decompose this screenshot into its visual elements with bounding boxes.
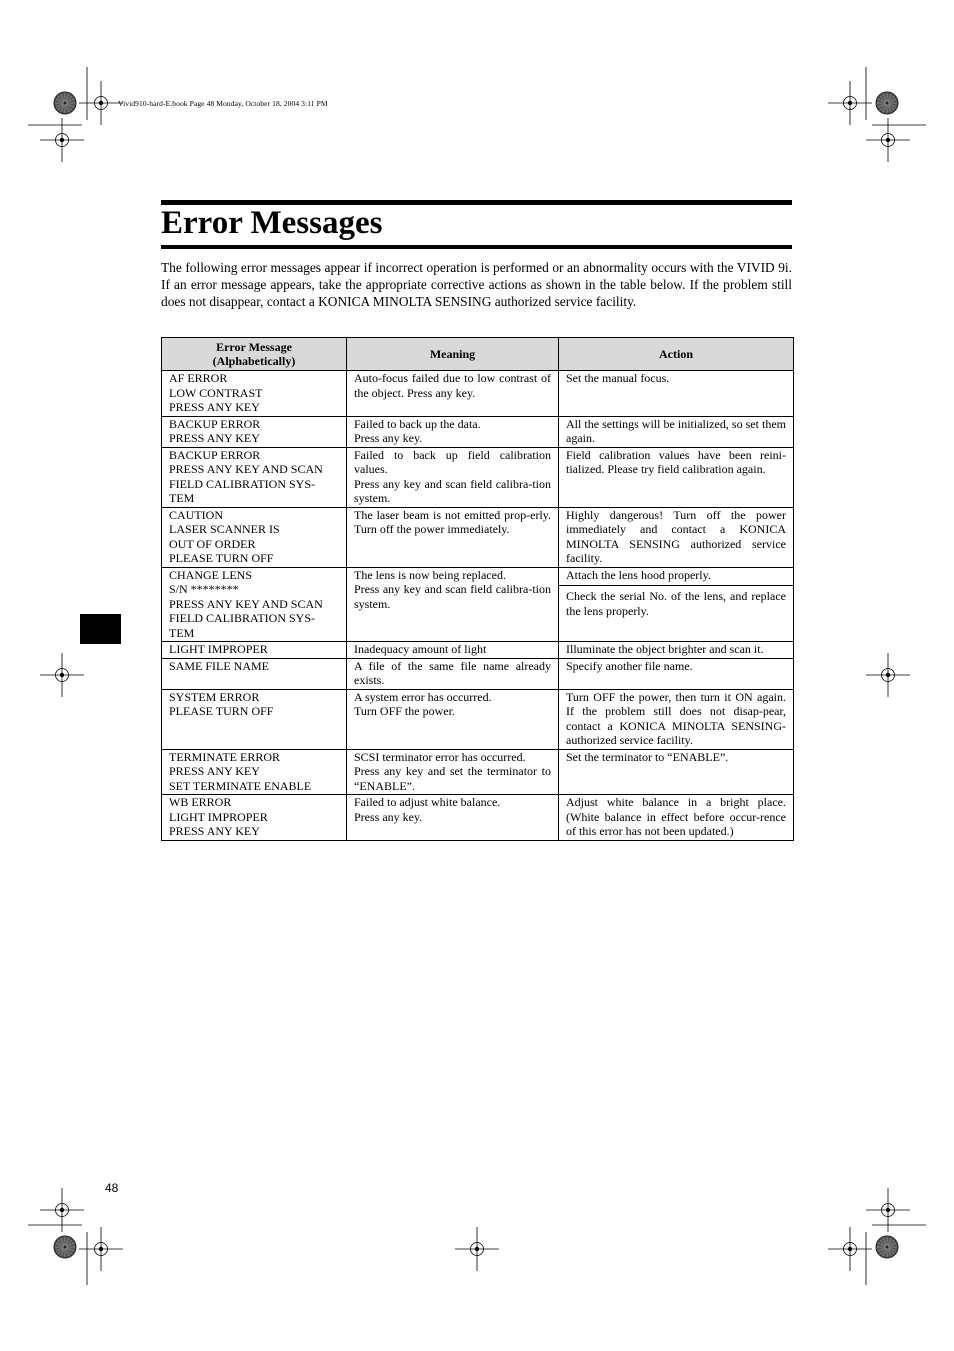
action-text: Turn OFF the power, then turn it ON again. If the problem still does not disap-pear, contact a KONICA MINOLTA SENSING-authorized service facility. (566, 689, 786, 747)
table-row (162, 567, 794, 642)
action-text: Check the serial No. of the lens, and replace the lens properly. (559, 585, 793, 618)
error-text: FIELD CALIBRATION SYS- (169, 611, 316, 625)
cell-action (559, 567, 794, 642)
table-row (162, 371, 794, 417)
table-row (162, 447, 794, 507)
error-text: OUT OF ORDER (169, 536, 256, 551)
cell-action (559, 416, 794, 447)
action-text: All the settings will be initialized, so set them again. (566, 416, 786, 445)
error-text: PRESS ANY KEY (169, 400, 260, 414)
error-text: CHANGE LENS (169, 567, 252, 582)
error-text: PLEASE TURN OFF (169, 551, 274, 565)
meaning-text: A file of the same file name already exists. (354, 658, 551, 687)
cell-meaning (347, 447, 559, 507)
meaning-text: Press any key and set the terminator to “ENABLE”. (354, 764, 551, 793)
table-row (162, 795, 794, 841)
chapter-tab-marker (80, 614, 121, 644)
cell-error (162, 658, 347, 689)
header-error-line1: Error Message (216, 339, 292, 354)
header-action: Action (559, 338, 794, 371)
cell-meaning (347, 749, 559, 795)
cell-error (162, 749, 347, 795)
error-text: SYSTEM ERROR (169, 689, 260, 704)
error-text: PRESS ANY KEY (169, 764, 260, 778)
cell-meaning (347, 371, 559, 417)
meaning-text: The lens is now being replaced. (354, 567, 506, 582)
meaning-text: A system error has occurred. (354, 689, 492, 704)
action-text: Illuminate the object brighter and scan it. (566, 642, 764, 656)
meaning-text: Press any key. (354, 431, 423, 445)
cell-meaning (347, 567, 559, 642)
error-text: TEM (169, 491, 195, 505)
error-text: LIGHT IMPROPER (169, 809, 268, 824)
header-meaning: Meaning (347, 338, 559, 371)
error-messages-table (161, 337, 794, 841)
error-text: CAUTION (169, 507, 223, 522)
meaning-text: Inadequacy amount of light (354, 642, 487, 656)
meaning-text: Failed to back up field calibration values. (354, 447, 551, 476)
table-row (162, 507, 794, 567)
error-text: LOW CONTRAST (169, 385, 263, 400)
cell-action (559, 749, 794, 795)
error-text: LASER SCANNER IS (169, 522, 280, 536)
error-text: AF ERROR (169, 371, 228, 385)
print-file-info: Vivid910-hard-E.book Page 48 Monday, October 18, 2004 3:11 PM (118, 99, 328, 108)
cell-error (162, 567, 347, 642)
header-error-line2: (Alphabetically) (212, 354, 296, 368)
page-title: Error Messages (161, 205, 383, 241)
action-text: Set the manual focus. (566, 371, 670, 385)
cell-meaning (347, 416, 559, 447)
meaning-text: Failed to adjust white balance. (354, 795, 501, 809)
cell-error (162, 416, 347, 447)
cell-error (162, 642, 347, 659)
error-text: WB ERROR (169, 795, 232, 809)
action-text: Specify another file name. (566, 658, 693, 673)
table-body (162, 371, 794, 841)
cell-error (162, 507, 347, 567)
action-text: Adjust white balance in a bright place. (White balance in effect before occur-rence of this error has not been updated.) (566, 795, 786, 838)
table-row (162, 749, 794, 795)
table-row (162, 658, 794, 689)
meaning-text: SCSI terminator error has occurred. (354, 749, 526, 764)
cell-meaning (347, 689, 559, 749)
error-text: TERMINATE ERROR (169, 749, 280, 764)
cell-error (162, 447, 347, 507)
cell-meaning (347, 795, 559, 841)
meaning-text: Failed to back up the data. (354, 416, 481, 431)
meaning-text: The laser beam is not emitted prop-erly. Turn off the power immediately. (354, 507, 551, 536)
action-text: Field calibration values have been reini-tialized. Please try field calibration again. (566, 447, 786, 476)
title-rule-bottom (161, 245, 792, 249)
table-row (162, 689, 794, 749)
cell-action (559, 447, 794, 507)
cell-action (559, 371, 794, 417)
action-text: Highly dangerous! Turn off the power immediately and contact a KONICA MINOLTA SENSING authorized service facility. (566, 507, 786, 565)
table-header-row (162, 338, 794, 371)
cell-action (559, 795, 794, 841)
table-row (162, 416, 794, 447)
error-text: FIELD CALIBRATION SYS- (169, 476, 316, 491)
cell-action (559, 642, 794, 659)
error-text: S/N ******** (169, 582, 239, 596)
error-text: SAME FILE NAME (169, 658, 270, 673)
error-text: BACKUP ERROR (169, 447, 261, 462)
intro-paragraph: The following error messages appear if incorrect operation is performed or an abnormality occurs with the VIVID 9i. If an error message appears, take the appropriate corrective actions as shown in the table below. If the problem still does not disappear, contact a KONICA MINOLTA SENSING authorized service facility. (161, 260, 792, 309)
meaning-text: Auto-focus failed due to low contrast of the object. Press any key. (354, 371, 551, 400)
meaning-text: Turn OFF the power. (354, 704, 455, 718)
cell-meaning (347, 658, 559, 689)
cell-action (559, 658, 794, 689)
header-error-message (162, 338, 347, 371)
cell-error (162, 689, 347, 749)
cell-meaning (347, 642, 559, 659)
error-text: LIGHT IMPROPER (169, 642, 268, 656)
cell-error (162, 795, 347, 841)
meaning-text: Press any key. (354, 809, 423, 824)
meaning-text: Press any key and scan field calibra-tion system. (354, 582, 551, 611)
error-text: PRESS ANY KEY (169, 824, 260, 838)
error-text: BACKUP ERROR (169, 416, 261, 431)
action-text: Set the terminator to “ENABLE”. (566, 749, 729, 764)
error-text: PRESS ANY KEY AND SCAN (169, 596, 323, 611)
error-text: PRESS ANY KEY (169, 431, 260, 445)
cell-action (559, 507, 794, 567)
error-text: SET TERMINATE ENABLE (169, 778, 312, 793)
table-row (162, 642, 794, 659)
error-text: PLEASE TURN OFF (169, 704, 274, 718)
error-text: TEM (169, 625, 195, 640)
page-number: 48 (105, 1181, 119, 1195)
meaning-text: Press any key and scan field calibra-tion system. (354, 476, 551, 505)
cell-error (162, 371, 347, 417)
cell-action (559, 689, 794, 749)
error-text: PRESS ANY KEY AND SCAN (169, 462, 323, 476)
cell-meaning (347, 507, 559, 567)
action-text: Attach the lens hood properly. (566, 567, 711, 582)
